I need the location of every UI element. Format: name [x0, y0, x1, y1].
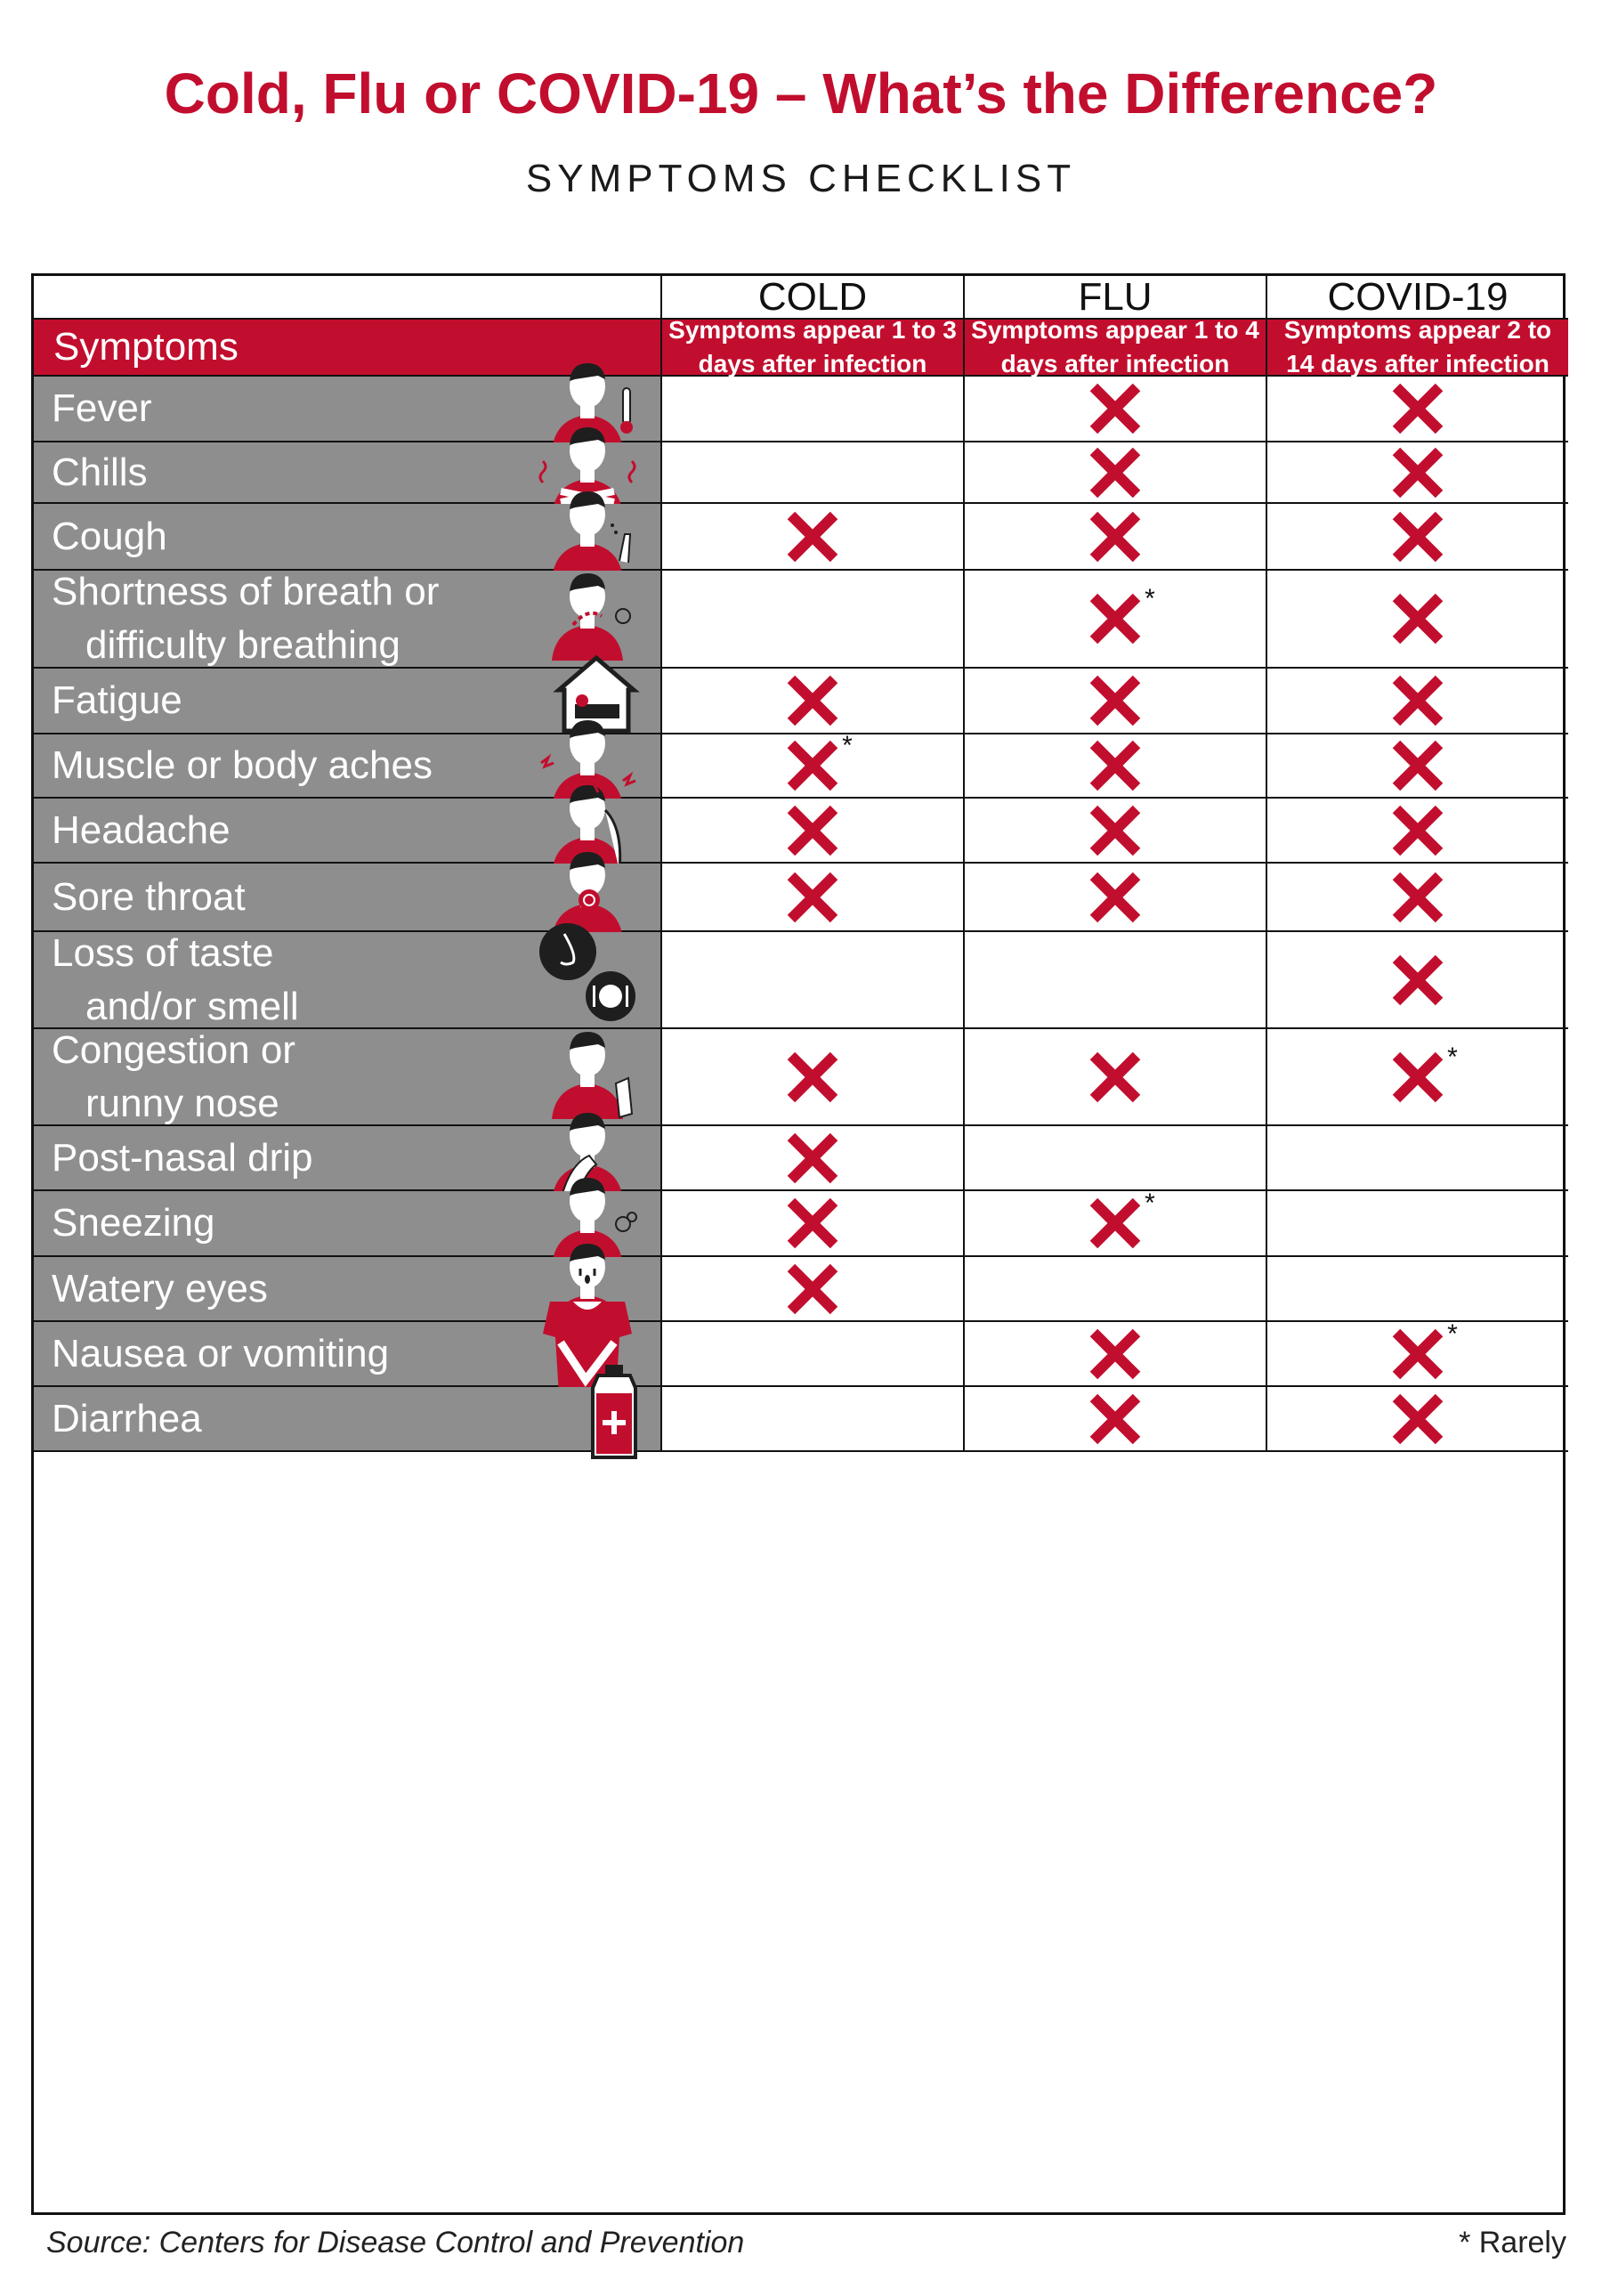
- check-cell-flu: [965, 571, 1267, 669]
- symptom-label: [52, 674, 514, 727]
- check-cell-covid-19: [1267, 932, 1568, 1029]
- symptom-label-line: Fever: [52, 386, 152, 430]
- check-cell-flu: [965, 932, 1267, 1029]
- check-cell-cold: [662, 1029, 965, 1126]
- symptom-label: [52, 446, 514, 499]
- symptom-label-line: Fatigue: [52, 678, 182, 722]
- bottle-icon: [587, 1363, 641, 1475]
- x-mark-icon: [1391, 1327, 1444, 1381]
- x-mark-icon: [1391, 592, 1444, 645]
- check-cell-cold: [662, 1387, 965, 1452]
- check-cell-covid-19: [1267, 1126, 1568, 1191]
- symptom-label-line: Headache: [52, 807, 231, 852]
- symptom-label-line: difficulty breathing: [85, 623, 400, 667]
- symptom-label-line: Diarrhea: [52, 1396, 202, 1440]
- x-mark-icon: [1391, 382, 1444, 435]
- check-cell-cold: [662, 571, 965, 669]
- check-cell-cold: [662, 799, 965, 864]
- source-note: Source: Centers for Disease Control and Prevention: [46, 2226, 745, 2259]
- column-header-covid-19: COVID-19: [1267, 276, 1568, 320]
- x-mark-icon: [1391, 510, 1444, 564]
- symptom-label-line: Sneezing: [52, 1201, 215, 1245]
- check-cell-flu: [965, 1191, 1267, 1257]
- rarely-asterisk: *: [842, 731, 853, 760]
- symptom-label-line: Shortness of breath or: [52, 570, 440, 613]
- check-cell-cold: [662, 1257, 965, 1322]
- symptom-label-line: Post-nasal drip: [52, 1135, 313, 1180]
- check-cell-cold: [662, 1126, 965, 1191]
- x-mark-icon: [786, 510, 839, 564]
- column-header-flu: FLU: [965, 276, 1267, 320]
- symptom-label: [52, 804, 514, 857]
- x-mark-icon: [786, 739, 839, 792]
- check-cell-cold: [662, 932, 965, 1029]
- x-mark-icon: [786, 1262, 839, 1316]
- x-mark-icon: [1391, 446, 1444, 499]
- symptom-label-line: Chills: [52, 450, 148, 494]
- check-cell-covid-19: [1267, 799, 1568, 864]
- symptoms-table: [31, 273, 1566, 2215]
- x-mark-icon: [1088, 510, 1142, 564]
- header-blank: [34, 276, 662, 320]
- check-cell-flu: [965, 1257, 1267, 1322]
- symptom-label: [52, 739, 514, 792]
- x-mark-icon: [1391, 1051, 1444, 1104]
- check-cell-flu: [965, 799, 1267, 864]
- x-mark-icon: [1088, 592, 1142, 645]
- check-cell-covid-19: [1267, 504, 1568, 571]
- symptom-label: [52, 927, 514, 1034]
- symptom-cell: [34, 504, 662, 571]
- check-cell-flu: [965, 669, 1267, 734]
- symptom-cell: [34, 1322, 662, 1387]
- check-cell-flu: [965, 1029, 1267, 1126]
- onset-note-cold: Symptoms appear 1 to 3 days after infection: [662, 320, 965, 377]
- symptom-label: [52, 1327, 514, 1381]
- symptom-label-line: Loss of taste: [52, 930, 274, 975]
- symptom-label: [52, 382, 514, 435]
- x-mark-icon: [1088, 871, 1142, 924]
- check-cell-covid-19: [1267, 1318, 1568, 1387]
- symptom-label-line: Watery eyes: [52, 1266, 268, 1310]
- rarely-asterisk: *: [1447, 1042, 1458, 1072]
- page-title: Cold, Flu or COVID-19 – What’s the Difference?: [164, 61, 1438, 126]
- symptoms-header: Symptoms: [34, 320, 662, 377]
- check-cell-covid-19: [1267, 734, 1568, 799]
- symptom-label: [52, 565, 514, 672]
- symptom-label-line: and/or smell: [85, 984, 299, 1028]
- check-cell-cold: [662, 731, 965, 799]
- x-mark-icon: [1088, 674, 1142, 727]
- check-cell-flu: [965, 377, 1267, 442]
- x-mark-icon: [786, 871, 839, 924]
- x-mark-icon: [1088, 382, 1142, 435]
- symptom-label: [52, 1197, 514, 1250]
- symptom-label-line: runny nose: [85, 1081, 279, 1125]
- check-cell-covid-19: [1267, 377, 1568, 442]
- symptom-label: [52, 1392, 514, 1446]
- check-cell-flu: [965, 442, 1267, 504]
- symptom-label-line: Cough: [52, 514, 167, 558]
- symptom-label-line: Sore throat: [52, 874, 246, 919]
- check-cell-covid-19: [1267, 1029, 1568, 1126]
- x-mark-icon: [1391, 1392, 1444, 1446]
- check-cell-covid-19: [1267, 669, 1568, 734]
- rarely-asterisk: *: [1447, 1318, 1458, 1349]
- x-mark-icon: [1391, 871, 1444, 924]
- symptom-label-line: Muscle or body aches: [52, 743, 433, 787]
- rarely-asterisk: *: [1145, 584, 1155, 613]
- symptom-cell: [34, 1387, 662, 1452]
- x-mark-icon: [786, 804, 839, 857]
- check-cell-flu: [965, 1322, 1267, 1387]
- check-cell-covid-19: [1267, 442, 1568, 504]
- check-cell-cold: [662, 504, 965, 571]
- check-cell-covid-19: [1267, 1191, 1568, 1257]
- x-mark-icon: [1088, 446, 1142, 499]
- check-cell-cold: [662, 669, 965, 734]
- check-cell-flu: [965, 734, 1267, 799]
- x-mark-icon: [786, 1197, 839, 1250]
- check-cell-cold: [662, 442, 965, 504]
- x-mark-icon: [1088, 739, 1142, 792]
- symptom-label: [52, 1132, 514, 1185]
- x-mark-icon: [1391, 953, 1444, 1007]
- x-mark-icon: [1088, 1327, 1142, 1381]
- x-mark-icon: [1088, 1051, 1142, 1104]
- x-mark-icon: [786, 674, 839, 727]
- column-header-cold: COLD: [662, 276, 965, 320]
- onset-note-covid-19: Symptoms appear 2 to 14 days after infection: [1267, 320, 1568, 377]
- x-mark-icon: [1391, 804, 1444, 857]
- x-mark-icon: [1088, 804, 1142, 857]
- check-cell-cold: [662, 1191, 965, 1257]
- symptom-label: [52, 1262, 514, 1316]
- rarely-footnote: * Rarely: [1459, 2226, 1566, 2259]
- x-mark-icon: [1088, 1392, 1142, 1446]
- rarely-asterisk: *: [1145, 1189, 1155, 1218]
- check-cell-covid-19: [1267, 1387, 1568, 1452]
- onset-note-flu: Symptoms appear 1 to 4 days after infection: [965, 320, 1267, 377]
- symptom-label: [52, 510, 514, 564]
- check-cell-cold: [662, 864, 965, 932]
- symptom-label-line: Congestion or: [52, 1027, 295, 1072]
- check-cell-covid-19: [1267, 1257, 1568, 1322]
- x-mark-icon: [1391, 739, 1444, 792]
- check-cell-cold: [662, 1322, 965, 1387]
- x-mark-icon: [786, 1132, 839, 1185]
- page-subtitle: SYMPTOMS CHECKLIST: [525, 157, 1077, 200]
- check-cell-flu: [965, 1126, 1267, 1191]
- symptom-label-line: Nausea or vomiting: [52, 1331, 390, 1375]
- check-cell-flu: [965, 864, 1267, 932]
- check-cell-covid-19: [1267, 864, 1568, 932]
- symptom-label: [52, 871, 514, 924]
- x-mark-icon: [786, 1051, 839, 1104]
- x-mark-icon: [1088, 1197, 1142, 1250]
- check-cell-covid-19: [1267, 571, 1568, 669]
- symptom-label: [52, 1024, 514, 1131]
- check-cell-cold: [662, 377, 965, 442]
- symptom-cell: [34, 932, 662, 1029]
- check-cell-flu: [965, 504, 1267, 571]
- x-mark-icon: [1391, 674, 1444, 727]
- check-cell-flu: [965, 1387, 1267, 1452]
